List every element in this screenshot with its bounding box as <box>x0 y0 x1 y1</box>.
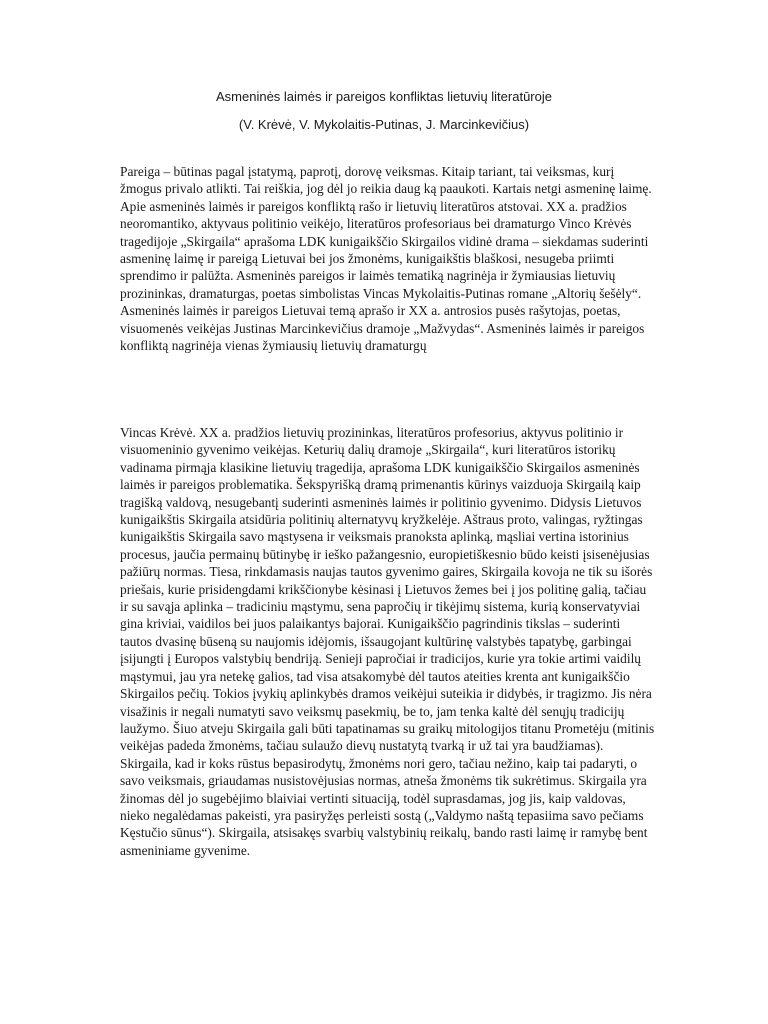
paragraph-kreve: Vincas Krėvė. XX a. pradžios lietuvių prozininkas, literatūros profesorius, aktyvus politinio ir visuomeninio gyvenimo veikėjas. Keturių dalių dramoje „Skirgaila“, kuri literatūros istorikų vadinama pirmąja klasikine lietuvių tragedija, aprašoma LDK kunigaikščio Skirgailos asmeninės laimės ir pareigos problematika. Šekspyrišką dramą primenantis kūrinys vaizduoja Skirgailą kaip tragišką valdovą, nesugebantį suderinti asmeninės laimės ir politinio gyvenimo. Didysis Lietuvos kunigaikštis Skirgaila atsidūria politinių alternatyvų kryžkelėje. Aštraus proto, valingas, ryžtingas kunigaikštis Skirgaila savo mąstysena ir veiksmais pranoksta aplinką, mąsliai vertina istorinius procesus, jaučia permainų būtinybę ir ieško pažangesnio, europietiškesnio būdo keisti įsisenėjusias pažiūrų normas. Tiesa, rinkdamasis naujas tautos gyvenimo gaires, Skirgaila kovoja ne tik su išorės priešais, kurie prisidengdami krikščionybe kėsinasi į Lietuvos žemes bei į jos politinę galią, tačiau ir su savąja aplinka – tradiciniu mąstymu, sena papročių ir tikėjimų sistema, kurią konservatyviai gina kriviai, vaidilos bei juos palaikantys bajorai. Kunigaikščio pagrindinis tikslas – suderinti tautos dvasinę būseną su naujomis idėjomis, išsaugojant kultūrinę valstybės tapatybę, garbingai įsijungti į Europos valstybių bendriją. Senieji papročiai ir tradicijos, kurie yra tokie artimi vaidilų mąstymui, jau yra netekę galios, tad visa atsakomybė dėl tautos ateities krenta ant kunigaikščio Skirgailos pečių. Tokios įvykių aplinkybės dramos veikėjui suteikia ir didybės, ir tragizmo. Jis nėra visažinis ir negali numatyti savo veiksmų pasekmių, be to, jam tenka kaltė dėl senųjų tradicijų laužymo. Šiuo atveju Skirgaila gali būti tapatinamas su graikų mitologijos titanu Prometėju (mitinis veikėjas padeda žmonėms, tačiau sulaužo dievų nustatytą tvarką ir už tai yra baudžiamas). Skirgaila, kad ir koks rūstus bepasirodytų, žmonėms nori gero, tačiau nežino, kaip tai padaryti, o savo veiksmais, griaudamas nusistovėjusias normas, atneša žmonėms tik sukrėtimus. Skirgaila yra žinomas dėl jo sugebėjimo blaiviai vertinti situaciją, todėl suprasdamas, jog jis, kaip valdovas, nieko negalėdamas pakeisti, yra pasiryžęs perleisti sostą („Valdymo naštą tepasiima savo pečiams Kęstučio sūnus“). Skirgaila, atsisakęs svarbių valstybinių reikalų, bando rasti laimę ir ramybę bent asmeniniame gyvenime. <box>120 425 655 858</box>
paragraph-intro: Pareiga – būtinas pagal įstatymą, paprotį, dorovę veiksmas. Kitaip tariant, tai veiksmas, kurį žmogus privalo atlikti. Tai reiškia, jog dėl jo reikia daug ką paaukoti. Kartais netgi asmeninę laimę. Apie asmeninės laimės ir pareigos konfliktą rašo ir lietuvių literatūros atstovai. XX a. pradžios neoromantiko, aktyvaus politinio veikėjo, literatūros profesoriaus bei dramaturgo Vinco Krėvės tragedijoje „Skirgaila“ aprašoma LDK kunigaikščio Skirgailos vidinė drama – siekdamas suderinti asmeninę laimę ir pareigą Lietuvai bei jos žmonėms, kunigaikštis blaškosi, nesugeba priimti sprendimo ir palūžta. Asmeninės pareigos ir laimės tematiką nagrinėja ir žymiausias lietuvių prozininkas, dramaturgas, poetas simbolistas Vincas Mykolaitis-Putinas romane „Altorių šešėly“. Asmeninės laimės ir pareigos Lietuvai temą aprašo ir XX a. antrosios pusės rašytojas, poetas, visuomenės veikėjas Justinas Marcinkevičius dramoje „Mažvydas“. Asmeninės laimės ir pareigos konfliktą nagrinėja vienas žymiausių lietuvių dramaturgų <box>120 164 652 354</box>
document-authors: (V. Krėvė, V. Mykolaitis-Putinas, J. Marcinkevičius) <box>238 117 530 132</box>
document-title: Asmeninės laimės ir pareigos konfliktas lietuvių literatūroje <box>216 89 552 104</box>
